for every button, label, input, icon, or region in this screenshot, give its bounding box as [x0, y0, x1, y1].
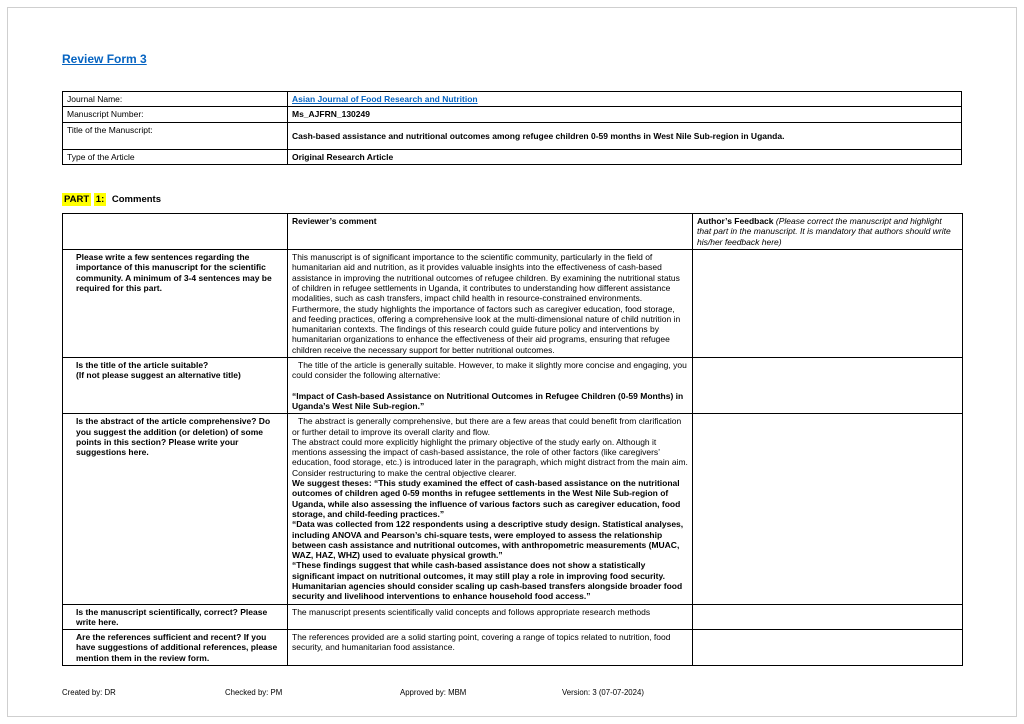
reviewer-comment-cell — [288, 630, 693, 666]
question-cell — [63, 630, 288, 666]
reviewer-comment-paragraph: This manuscript is of significant importance to the scientific community, particularly in the field of humanitarian aid and nutrition, as it provides valuable insights into the effectiveness of cash-based assistance in improving the nutritional outcomes of refugee children. By examining the nutritional status of children in refugee settlements in Uganda, it contributes to understanding how different assistance modalities, such as cash transfers, impact child health in resource-constrained environments. Furthermore, the study highlights the importance of factors such as caregiver education, food storage, and feeding practices, offering a comprehensive look at the multi-dimensional nature of child nutrition in humanitarian contexts. The findings of this research could guide future policy and interventions by humanitarian organizations to enhance the effectiveness of their aid programs, ensuring that refugee children receive the necessary support for better nutritional outcomes. — [292, 252, 681, 355]
manuscript-number-value: Ms_AJFRN_130249 — [288, 107, 962, 122]
author-feedback-cell — [693, 250, 963, 358]
question-cell — [63, 250, 288, 358]
reviewer-comment-paragraph: The manuscript presents scientifically valid concepts and follows appropriate research methods — [292, 606, 651, 617]
reviewer-comment-paragraph: The title of the article is generally suitable. However, to make it slightly more concise and engaging, you could consider the following alternative: — [292, 360, 687, 381]
comment-row-abstract — [63, 414, 963, 604]
table-row — [63, 149, 962, 164]
reviewer-comment-cell — [288, 250, 693, 358]
question-text: Is the title of the article suitable? — [76, 360, 209, 371]
reviewer-comment-paragraph: “Impact of Cash-based Assistance on Nutritional Outcomes in Refugee Children (0-59 Months) in Uganda’s West Nile Sub-region.” — [292, 390, 684, 411]
comment-row-importance — [63, 250, 963, 358]
journal-name-label: Journal Name: — [63, 92, 288, 107]
comment-row-scientific-correctness — [63, 604, 963, 630]
footer-version: Version: 3 (07-07-2024) — [562, 688, 644, 697]
reviewer-comment-cell — [288, 604, 693, 630]
review-form-page — [62, 52, 962, 666]
journal-name-link[interactable]: Asian Journal of Food Research and Nutrition — [292, 94, 478, 104]
manuscript-title-label: Title of the Manuscript: — [63, 122, 288, 149]
question-text: Is the manuscript scientifically, correct? Please write here. — [76, 606, 268, 627]
question-text: Is the abstract of the article comprehensive? Do you suggest the addition (or deletion) of some points in this section? Please write your suggestions here. — [76, 416, 271, 458]
footer-checked-by: Checked by: PM — [225, 688, 283, 697]
article-type-label: Type of the Article — [63, 149, 288, 164]
table-row — [63, 92, 962, 107]
footer-approved-by: Approved by: MBM — [400, 688, 467, 697]
document-footer — [62, 688, 962, 702]
part1-heading — [62, 194, 962, 205]
article-type-value: Original Research Article — [288, 149, 962, 164]
reviewer-comment-header: Reviewer’s comment — [288, 214, 693, 250]
manuscript-number-label: Manuscript Number: — [63, 107, 288, 122]
manuscript-info-table — [62, 91, 962, 165]
question-text: Please write a few sentences regarding the importance of this manuscript for the scientific community. A minimum of 3-4 sentences may be required for this part. — [76, 252, 272, 293]
document-title: Review Form 3 — [62, 52, 147, 66]
author-feedback-cell — [693, 358, 963, 414]
empty-header-cell — [63, 214, 288, 250]
manuscript-title-value: Cash-based assistance and nutritional outcomes among refugee children 0-59 months in West Nile Sub-region in Uganda. — [288, 122, 962, 149]
comment-row-references — [63, 630, 963, 666]
reviewer-comment-paragraph: The references provided are a solid starting point, covering a range of topics related to nutrition, food security, and humanitarian food assistance. — [292, 632, 671, 653]
reviewer-comment-paragraph: “Data was collected from 122 respondents using a descriptive study design. Statistical analyses, including ANOVA and Pearson’s chi-square tests, were employed to assess the relationship between cash assistance and nutritional outcomes, with anthropometric measurements (MUAC, WAZ, HAZ, WHZ) used to evaluate physical growth.” — [292, 519, 684, 561]
reviewer-comment-paragraph: “These findings suggest that while cash-based assistance does not show a statistically significant impact on nutritional outcomes, it may still play a role in improving food security. Humanitarian agencies should consider scaling up cash-based transfers alongside broader food security and livelihood interventions to enhance household food access.” — [292, 560, 683, 602]
author-feedback-cell — [693, 414, 963, 604]
comment-row-title-suitability — [63, 358, 963, 414]
reviewer-comment-cell — [288, 358, 693, 414]
part1-highlight-number: 1: — [95, 194, 105, 206]
author-feedback-cell — [693, 604, 963, 630]
question-subtext: (If not please suggest an alternative title) — [76, 370, 241, 381]
part1-highlight-word: PART — [64, 194, 90, 206]
reviewer-comment-paragraph: The abstract could more explicitly highlight the primary objective of the study early on. Although it mentions assessing the impact of cash-based assistance, the role of other factors (like caregivers’ education, food storage, etc.) is introduced later in the paragraph, which might distract from the main aim. Consider restructuring to make the central objective clearer. — [292, 436, 688, 478]
question-text: Are the references sufficient and recent? If you have suggestions of additional references, please mention them in the review form. — [76, 632, 278, 663]
comments-table — [62, 213, 963, 666]
reviewer-comment-cell — [288, 414, 693, 604]
author-feedback-header-note: (Please correct the manuscript and highlight that part in the manuscript. It is mandatory that authors should write his/her feedback here) — [697, 216, 951, 247]
journal-name-cell — [288, 92, 962, 107]
question-cell — [63, 414, 288, 604]
author-feedback-header-title: Author’s Feedback — [697, 216, 774, 227]
author-feedback-cell — [693, 630, 963, 666]
comments-header-row — [63, 214, 963, 250]
reviewer-comment-paragraph: We suggest theses: “This study examined the effect of cash-based assistance on the nutritional outcomes of children aged 0-59 months in refugee settlements in the West Nile Sub-region of Uganda, while also assessing the influence of various factors such as caregiver education, food storage, and child-feeding practices.” — [292, 478, 681, 519]
question-cell — [63, 358, 288, 414]
part1-heading-label: Comments — [111, 194, 161, 206]
table-row — [63, 107, 962, 122]
footer-created-by: Created by: DR — [62, 688, 116, 697]
question-cell — [63, 604, 288, 630]
reviewer-comment-paragraph: The abstract is generally comprehensive, but there are a few areas that could benefit from clarification or further detail to improve its overall clarity and flow. — [292, 416, 682, 437]
table-row — [63, 122, 962, 149]
author-feedback-header — [693, 214, 963, 250]
